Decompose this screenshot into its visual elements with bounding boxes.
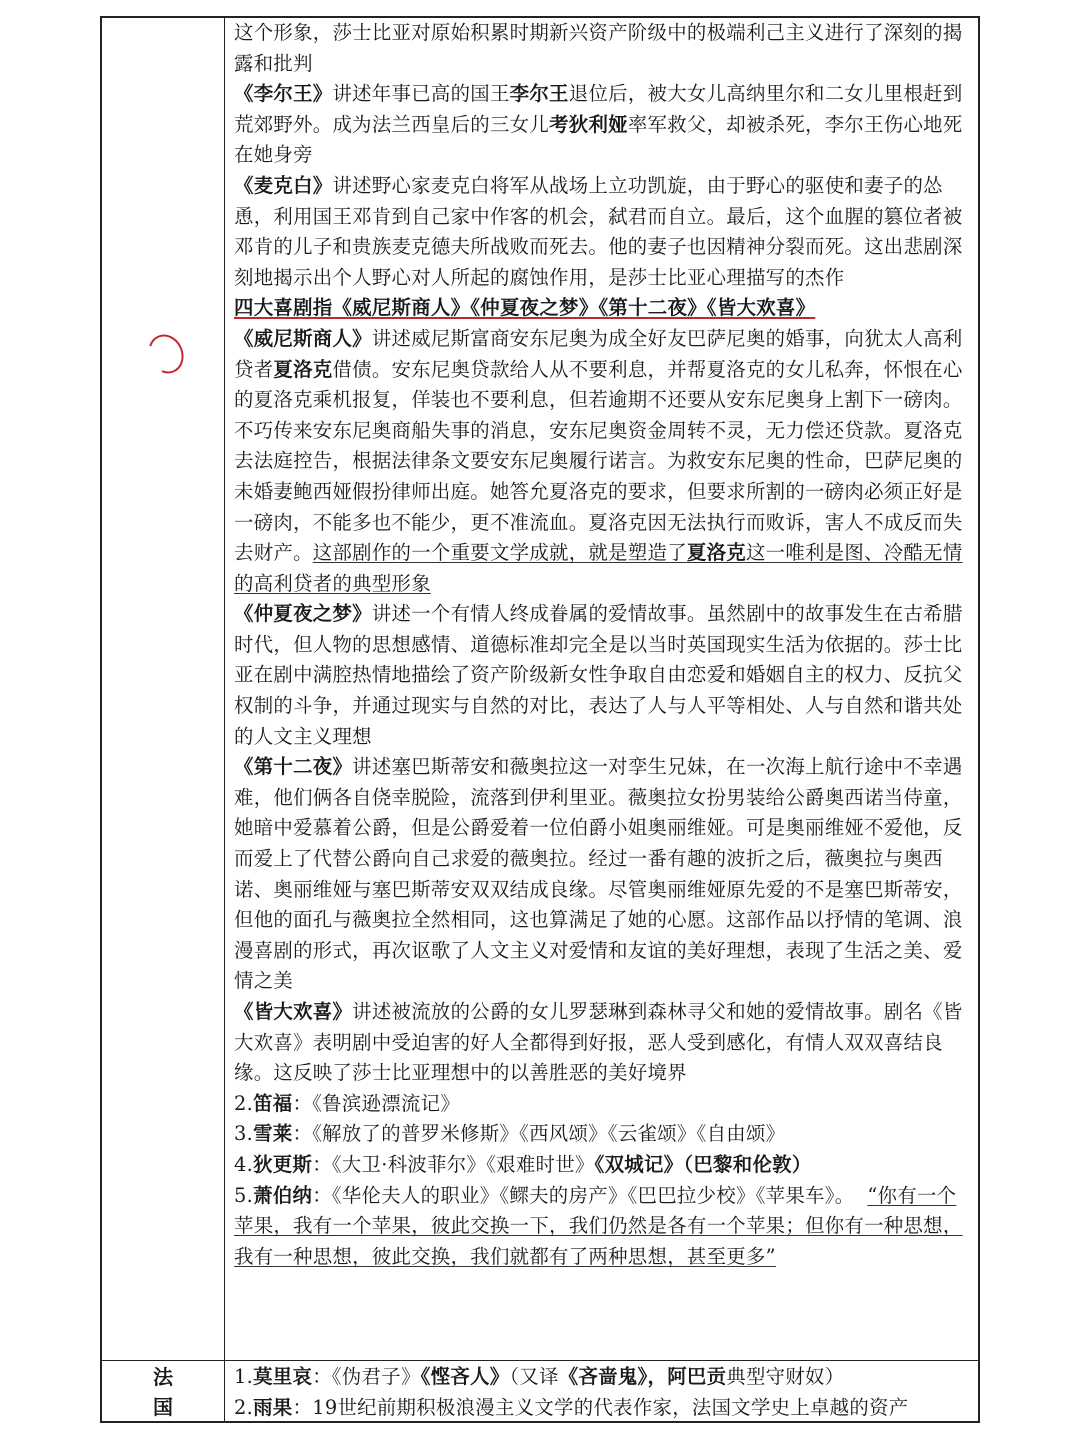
macbeth-paragraph: 《麦克白》讲述野心家麦克白将军从战场上立功凯旋，由于野心的驱使和妻子的怂恿，利用国王邓肯到自己家中作客的机会，弑君而自立。最后，这个血腥的篡位者被邓肯的儿子和贵族麦克德夫所战败而死去。他的妻子也因精神分裂而死。这出悲剧深刻地揭示出个人野心对人所起的腐蚀作用，是莎士比亚心理描写的杰作 xyxy=(234,173,963,289)
twelfth-night-paragraph: 《第十二夜》讲述塞巴斯蒂安和薇奥拉这一对孪生兄妹，在一次海上航行途中不幸遇难，他们俩各自侥幸脱险，流落到伊利里亚。薇奥拉女扮男装给公爵奥西诺当侍童，她暗中爱慕着公爵，但是公爵爱着一位伯爵小姐奥丽维娅。可是奥丽维娅不爱他，反而爱上了代替公爵向自己求爱的薇奥拉。经过一番有趣的波折之后，薇奥拉与奥西诺、奥丽维娅与塞巴斯蒂安双双结成良缘。尽管奥丽维娅原先爱的不是塞巴斯蒂安，但他的面孔与薇奥拉全然相同，这也算满足了她的心愿。这部作品以抒情的笔调、浪漫喜剧的形式，再次讴歌了人文主义对爱情和友谊的美好理想，表现了生活之美、爱情之美 xyxy=(234,755,963,993)
shylock-intro-paragraph: 这个形象，莎士比亚对原始积累时期新兴资产阶级中的极端利己主义进行了深刻的揭露和批判 xyxy=(234,21,963,75)
four-comedies-heading: 四大喜剧指《威尼斯商人》《仲夏夜之梦》《第十二夜》《皆大欢喜》 xyxy=(234,296,816,320)
hugo-line: 2.雨果：19世纪前期积极浪漫主义文学的代表作家，法国文学史上卓越的资产 xyxy=(234,1395,909,1419)
notes-table xyxy=(100,16,980,1423)
defoe-line: 2.笛福：《鲁滨逊漂流记》 xyxy=(234,1091,461,1115)
country-cell-france: 法 国 xyxy=(153,1365,173,1419)
france-content-cell xyxy=(234,1362,972,1424)
moliere-line: 1.莫里哀：《伪君子》《悭吝人》（又译《吝啬鬼》，阿巴贡典型守财奴） xyxy=(234,1365,845,1388)
row-divider xyxy=(102,1360,978,1361)
as-you-like-it-paragraph: 《皆大欢喜》讲述被流放的公爵的女儿罗瑟琳到森林寻父和她的爱情故事。剧名《皆大欢喜》表明剧中受迫害的好人全都得到好报，恶人受到感化，有情人双双喜结良缘。这反映了莎士比亚理想中的以善胜恶的美好境界 xyxy=(234,1000,963,1085)
red-circle-annotation xyxy=(142,329,190,380)
england-content-cell xyxy=(234,18,972,1358)
king-lear-paragraph: 《李尔王》讲述年事已高的国王李尔王退位后，被大女儿高纳里尔和二女儿里根赶到荒郊野外。成为法兰西皇后的三女儿考狄利娅率军救父，却被杀死，李尔王伤心地死在她身旁 xyxy=(234,82,963,167)
dickens-line: 4.狄更斯：《大卫·科波菲尔》《艰难时世》《双城记》（巴黎和伦敦） xyxy=(234,1152,812,1176)
midsummer-paragraph: 《仲夏夜之梦》讲述一个有情人终成眷属的爱情故事。虽然剧中的故事发生在古希腊时代，但人物的思想感情、道德标准却完全是以当时英国现实生活为依据的。莎士比亚在剧中满腔热情地描绘了资产阶级新女性争取自由恋爱和婚姻自主的权力、反抗父权制的斗争，并通过现实与自然的对比，表达了人与人平等相处、人与自然和谐共处的人文主义理想 xyxy=(234,602,963,748)
shaw-line: 5.萧伯纳：《华伦夫人的职业》《鳏夫的房产》《巴巴拉少校》《苹果车》。 “你有一个苹果，我有一个苹果，彼此交换一下，我们仍然是各有一个苹果；但你有一种思想，我有一种思想，彼此交换，我们就都有了两种思想，甚至更多” xyxy=(234,1183,963,1268)
shelley-line: 3.雪莱：《解放了的普罗米修斯》《西风颂》《云雀颂》《自由颂》 xyxy=(234,1122,786,1146)
column-divider xyxy=(224,18,225,1421)
merchant-of-venice-paragraph: 《威尼斯商人》讲述威尼斯富商安东尼奥为成全好友巴萨尼奥的婚事，向犹太人高利贷者夏洛克借债。安东尼奥贷款给人从不要利息，并帮夏洛克的女儿私奔，怀恨在心的夏洛克乘机报复，佯装也不要利息，但若逾期不还要从安东尼奥身上割下一磅肉。不巧传来安东尼奥商船失事的消息，安东尼奥资金周转不灵，无力偿还贷款。夏洛克去法庭控告，根据法律条文要安东尼奥履行诺言。为救安东尼奥的性命，巴萨尼奥的未婚妻鲍西娅假扮律师出庭。她答允夏洛克的要求，但要求所割的一磅肉必须正好是一磅肉，不能多也不能少，更不准流血。夏洛克因无法执行而败诉，害人不成反而失去财产。这部剧作的一个重要文学成就，就是塑造了夏洛克这一唯利是图、冷酷无情的高利贷者的典型形象 xyxy=(234,326,963,595)
